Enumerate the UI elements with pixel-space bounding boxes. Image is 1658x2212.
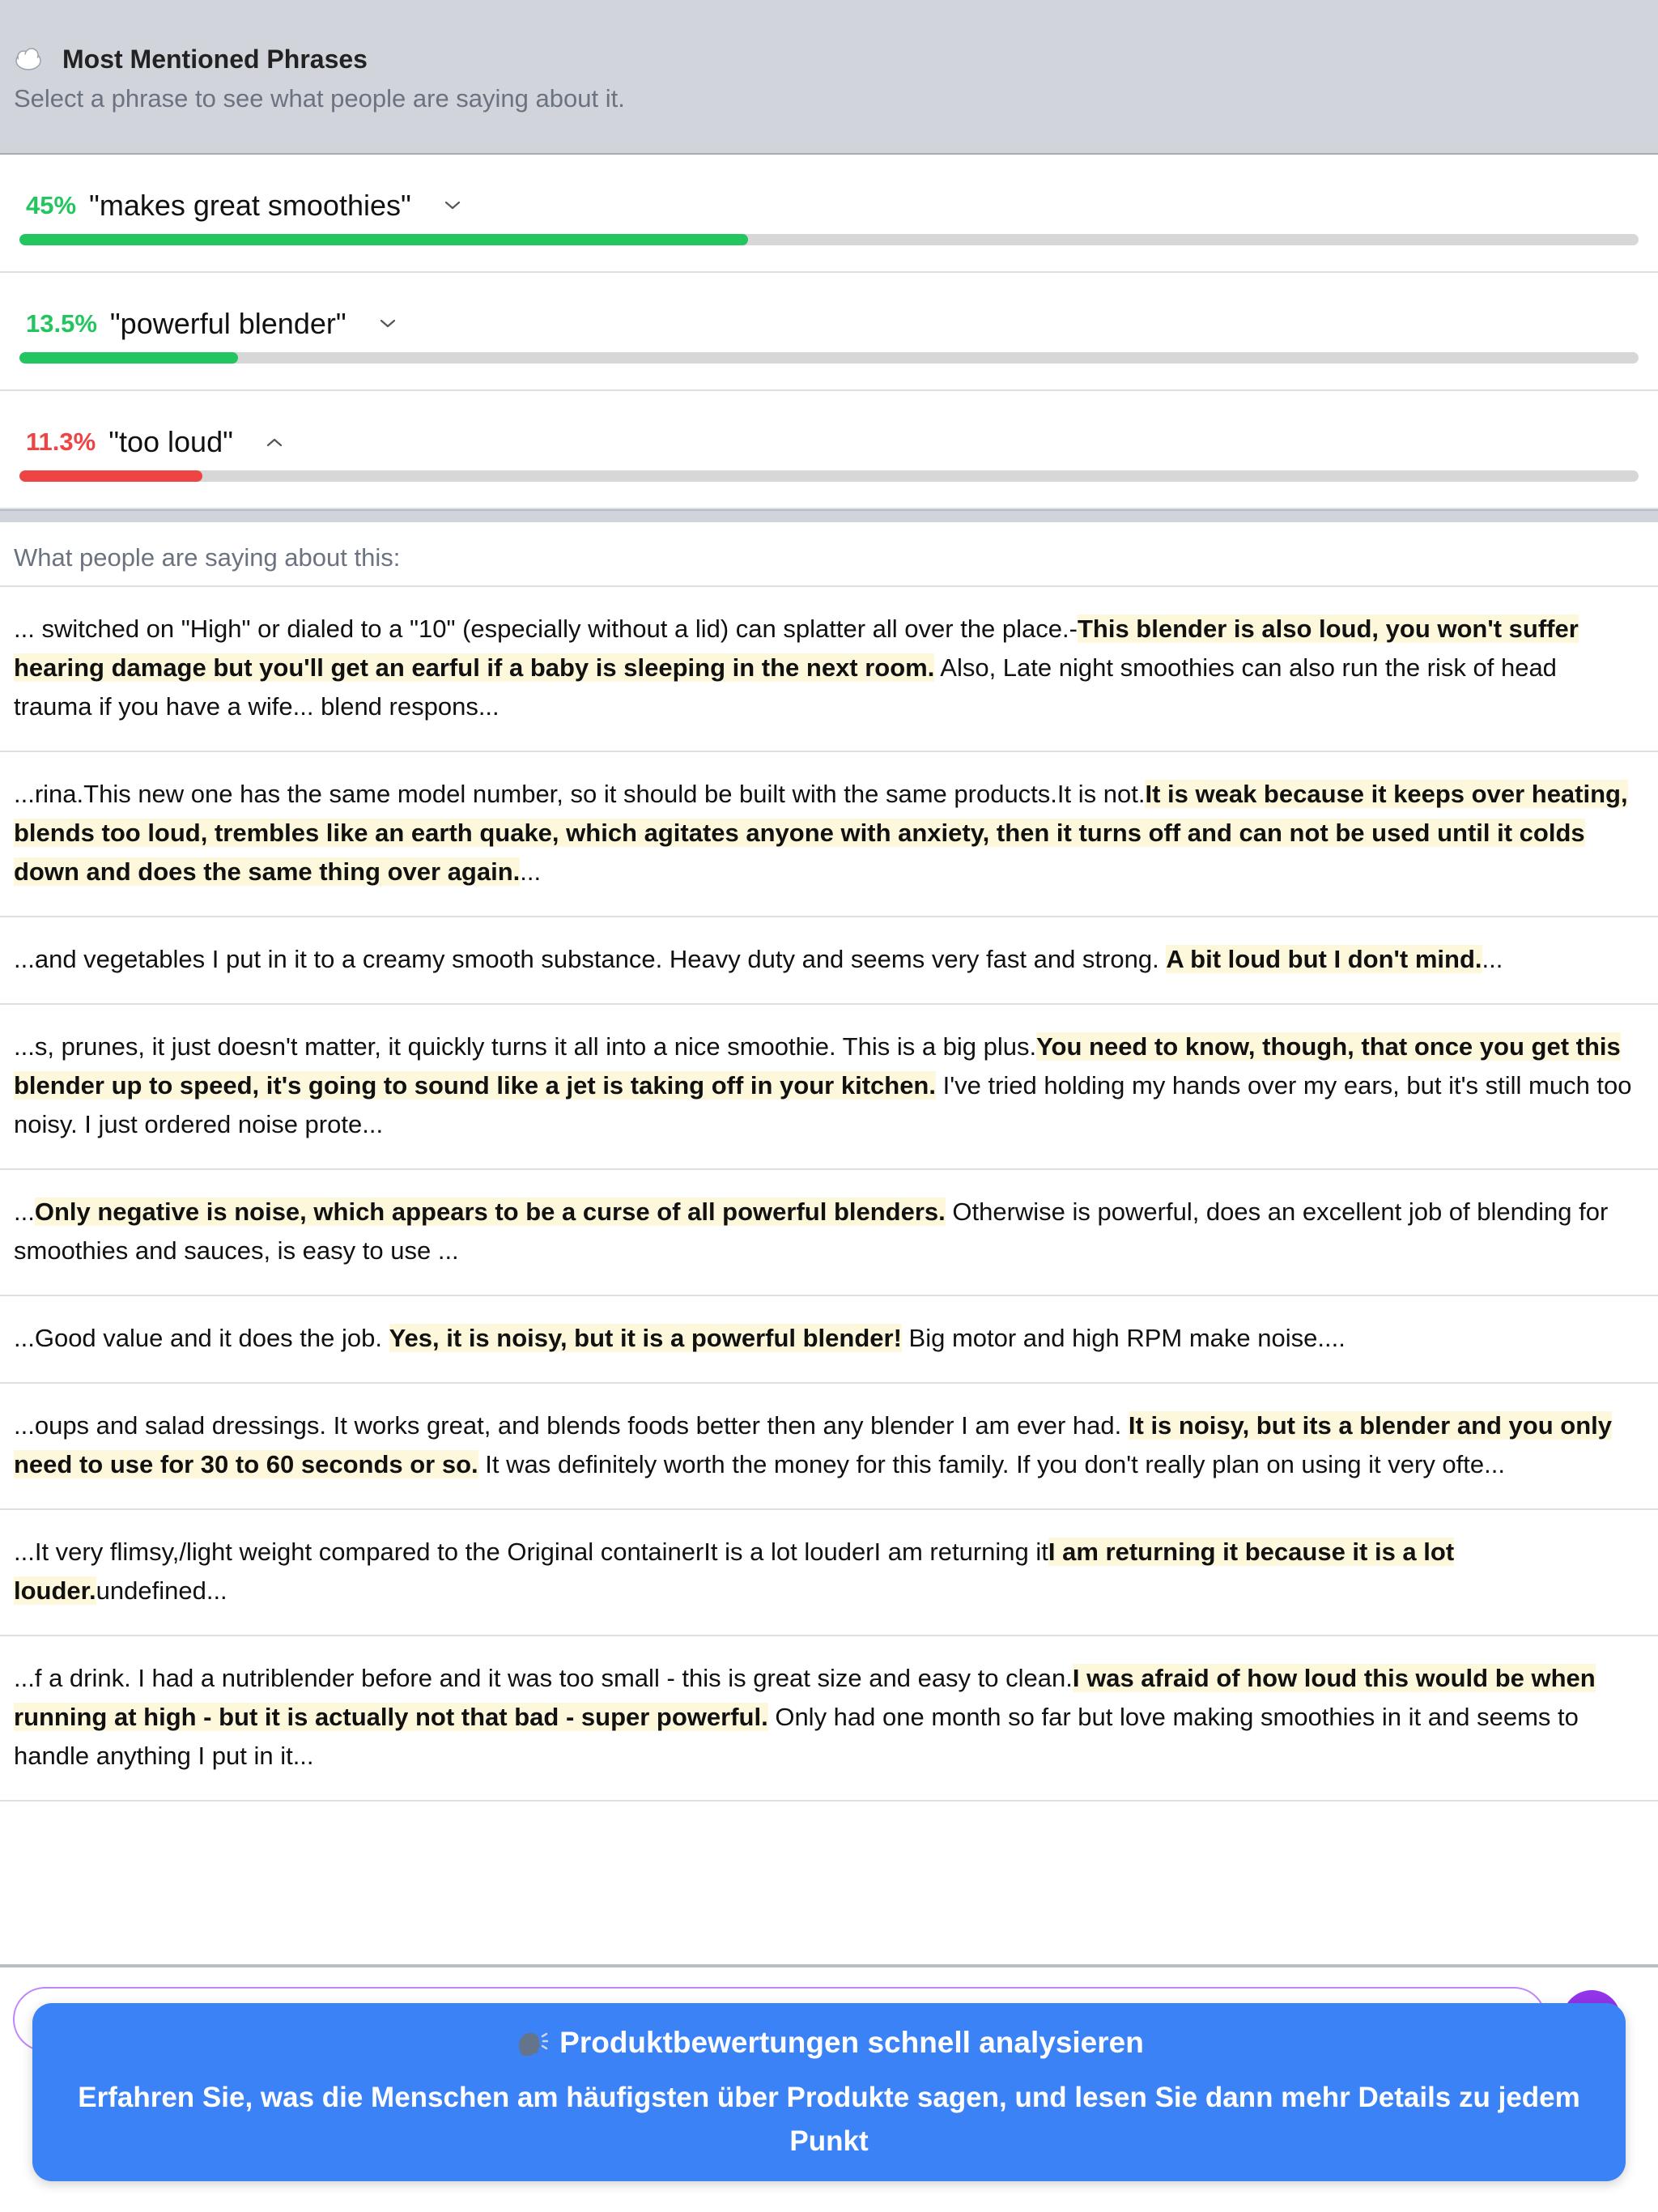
review-text-after: ... <box>1482 945 1503 973</box>
phrase-percent: 11.3% <box>26 428 96 456</box>
banner-text: Erfahren Sie, was die Menschen am häufigsten über Produkte sagen, und lesen Sie dann mehr Details zu jedem Punkt <box>78 2082 1580 2157</box>
phrase-text: "too loud" <box>108 425 233 458</box>
review-text-before: ...and vegetables I put in it to a creamy smooth substance. Heavy duty and seems very fast and strong. <box>14 945 1167 973</box>
phrase-progress-bar <box>19 234 1639 245</box>
review-highlight: You need to know, though, that once you get this blender up to speed, it's going to sound like a jet is taking off in your kitchen. <box>14 1032 1621 1100</box>
review-text-before: ...It very flimsy,/light weight compared to the Original containerIt is a lot louderI am returning it <box>14 1538 1048 1566</box>
review-text-before: ...Good value and it does the job. <box>14 1324 389 1352</box>
phrase-row[interactable] <box>0 155 1658 273</box>
phrase-percent: 13.5% <box>26 309 97 338</box>
phrase-progress-fill <box>19 352 238 364</box>
review-highlight: Only negative is noise, which appears to be a curse of all powerful blenders. <box>34 1197 946 1226</box>
header-subtitle: Select a phrase to see what people are saying about it. <box>14 84 625 113</box>
review-highlight: A bit loud but I don't mind. <box>1166 945 1482 973</box>
banner-title: Produktbewertungen schnell analysieren <box>559 2026 1144 2059</box>
review-snippet <box>0 1170 1658 1296</box>
review-text-after: Also, Late night smoothies can also run the risk of head trauma if you have a wife... blend respons... <box>14 653 1557 721</box>
phrase-row[interactable] <box>0 273 1658 391</box>
chevron-down-icon[interactable] <box>444 200 461 211</box>
review-snippet <box>0 752 1658 917</box>
chevron-down-icon[interactable] <box>379 318 397 330</box>
cloud-icon <box>14 45 43 74</box>
review-text-after: It was definitely worth the money for this family. If you don't really plan on using it very ofte... <box>478 1450 1505 1478</box>
review-snippet <box>0 1636 1658 1802</box>
review-text-after: ... <box>520 857 542 886</box>
review-snippet <box>0 587 1658 752</box>
review-snippet <box>0 1510 1658 1636</box>
chevron-up-icon[interactable] <box>266 436 283 448</box>
section-divider <box>0 509 1658 522</box>
saying-label: What people are saying about this: <box>0 522 1658 587</box>
phrase-text: "makes great smoothies" <box>89 189 411 222</box>
review-text-before: ...s, prunes, it just doesn't matter, it quickly turns it all into a nice smoothie. This is a big plus. <box>14 1032 1037 1061</box>
review-snippet <box>0 1384 1658 1510</box>
review-list <box>0 587 1658 1802</box>
review-highlight: It is noisy, but its a blender and you only need to use for 30 to 60 seconds or so. <box>14 1411 1613 1478</box>
review-text-before: ...rina.This new one has the same model number, so it should be built with the same products.It is not. <box>14 780 1146 808</box>
review-text-before: ... <box>14 1197 35 1226</box>
review-text-after: Big motor and high RPM make noise.... <box>901 1324 1346 1352</box>
phrase-percent: 45% <box>26 191 77 219</box>
review-snippet <box>0 917 1658 1005</box>
bottom-divider <box>0 1964 1658 1967</box>
phrases-header <box>0 0 1658 155</box>
review-text-after: undefined... <box>96 1576 227 1605</box>
review-text-before: ...f a drink. I had a nutriblender before and it was too small - this is great size and easy to clean. <box>14 1664 1073 1692</box>
review-highlight: This blender is also loud, you won't suffer hearing damage but you'll get an earful if a baby is sleeping in the next room. <box>14 615 1579 682</box>
review-snippet <box>0 1005 1658 1170</box>
phrase-progress-bar <box>19 470 1639 482</box>
promo-banner <box>32 2003 1626 2181</box>
review-snippet <box>0 1296 1658 1384</box>
phrase-row[interactable] <box>0 391 1658 509</box>
review-highlight: It is weak because it keeps over heating, blends too loud, trembles like an earth quake, which agitates anyone with anxiety, then it turns off and can not be used until it colds down and does the same thing over again. <box>14 780 1628 886</box>
review-text-after: I've tried holding my hands over my ears, but it's still much too noisy. I just ordered noise prote... <box>14 1071 1632 1138</box>
phrase-progress-fill <box>19 470 202 482</box>
review-text-before: ... switched on "High" or dialed to a "10" (especially without a lid) can splatter all over the place.- <box>14 615 1078 643</box>
review-text-after: Otherwise is powerful, does an excellent job of blending for smoothies and sauces, is easy to use ... <box>14 1197 1609 1265</box>
review-text-before: ...oups and salad dressings. It works great, and blends foods better then any blender I am ever had. <box>14 1411 1129 1440</box>
review-text-after: Only had one month so far but love making smoothies in it and seems to handle anything I put in it... <box>14 1703 1579 1770</box>
phrase-progress-fill <box>19 234 748 245</box>
phrase-progress-bar <box>19 352 1639 364</box>
review-highlight: I am returning it because it is a lot louder. <box>14 1538 1455 1605</box>
phrase-list <box>0 155 1658 509</box>
review-highlight: I was afraid of how loud this would be when running at high - but it is actually not that bad - super powerful. <box>14 1664 1596 1731</box>
header-title: Most Mentioned Phrases <box>62 44 368 74</box>
phrase-text: "powerful blender" <box>109 307 346 340</box>
speaking-head-icon <box>514 2028 548 2057</box>
review-highlight: Yes, it is noisy, but it is a powerful blender! <box>389 1324 902 1352</box>
